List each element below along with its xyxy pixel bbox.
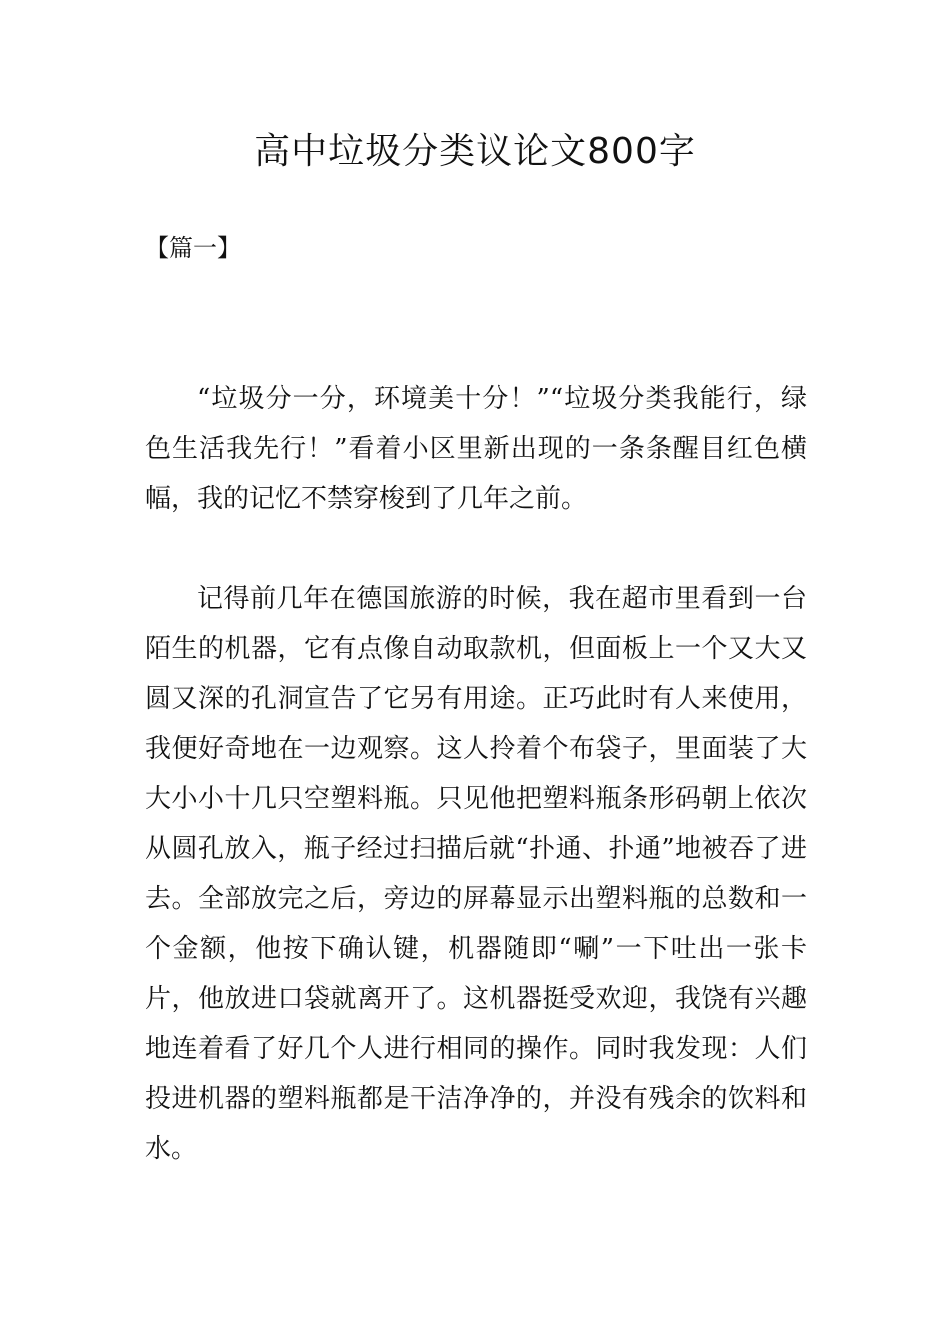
- section-label: 【篇一】: [145, 234, 241, 262]
- paragraph-1: “垃圾分一分，环境美十分！”“垃圾分类我能行，绿色生活我先行！”看着小区里新出现的一条条醒目红色横幅，我的记忆不禁穿梭到了几年之前。: [145, 384, 807, 514]
- paragraph-2: 记得前几年在德国旅游的时候，我在超市里看到一台陌生的机器，它有点像自动取款机，但面板上一个又大又圆又深的孔洞宣告了它另有用途。正巧此时有人来使用，我便好奇地在一边观察。这人拎着个布袋子，里面装了大大小小十几只空塑料瓶。只见他把塑料瓶条形码朝上依次从圆孔放入，瓶子经过扫描后就“扑通、扑通”地被吞了进去。全部放完之后，旁边的屏幕显示出塑料瓶的总数和一个金额，他按下确认键，机器随即“唰”一下吐出一张卡片，他放进口袋就离开了。这机器挺受欢迎，我饶有兴趣地连着看了好几个人进行相同的操作。同时我发现：人们投进机器的塑料瓶都是干洁净净的，并没有残余的饮料和水。: [145, 584, 807, 1164]
- page-title: 高中垃圾分类议论文800字: [254, 131, 696, 172]
